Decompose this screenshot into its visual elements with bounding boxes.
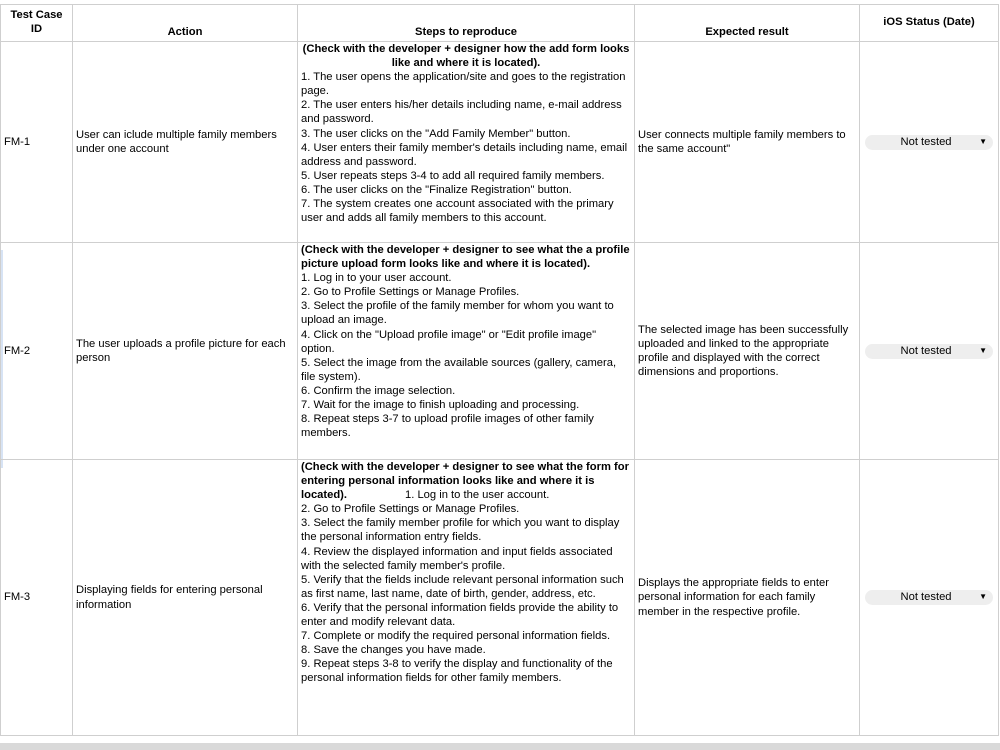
chevron-down-icon[interactable]: ▼: [979, 136, 987, 146]
steps-lead-tail: 1. Log in to the user account.: [405, 489, 550, 502]
cell-ios-status[interactable]: [860, 243, 999, 460]
step-line: 2. Go to Profile Settings or Manage Profiles.: [301, 286, 520, 299]
steps-lead-text: (Check with the developer + designer to see what the form for entering personal information looks like and where it is located).: [301, 461, 629, 502]
status-value: Not tested: [900, 135, 952, 148]
cell-test-case-id[interactable]: FM-1: [1, 42, 73, 243]
cell-test-case-id[interactable]: FM-3: [1, 460, 73, 736]
table-row: [1, 460, 999, 736]
status-dropdown[interactable]: [865, 135, 993, 150]
table-row: [1, 42, 999, 243]
table-row: [1, 243, 999, 460]
step-line: 3. Select the profile of the family member for whom you want to upload an image.: [301, 300, 614, 327]
step-line: 7. Wait for the image to finish uploading and processing.: [301, 399, 580, 412]
chevron-down-icon[interactable]: ▼: [979, 345, 987, 355]
cell-test-case-id[interactable]: FM-2: [1, 243, 73, 460]
horizontal-scrollbar[interactable]: [0, 743, 1000, 750]
cell-steps[interactable]: [298, 243, 635, 460]
step-line: 4. Click on the "Upload profile image" or "Edit profile image" option.: [301, 328, 597, 355]
step-line: 6. Confirm the image selection.: [301, 384, 456, 397]
steps-lead: [301, 460, 631, 502]
step-line: 1. The user opens the application/site and goes to the registration page.: [301, 71, 626, 98]
cell-steps[interactable]: [298, 42, 635, 243]
cell-expected-result[interactable]: The selected image has been successfully uploaded and linked to the appropriate profile and displayed with the correct dimensions and proportions.: [635, 243, 860, 460]
status-dropdown[interactable]: [865, 590, 993, 605]
step-line: 5. Verify that the fields include relevant personal information such as first name, last name, date of birth, gender, address, etc.: [301, 573, 624, 600]
cell-action[interactable]: Displaying fields for entering personal information: [73, 460, 298, 736]
header-action[interactable]: Action: [73, 5, 298, 42]
header-steps[interactable]: Steps to reproduce: [298, 5, 635, 42]
cell-action[interactable]: The user uploads a profile picture for each person: [73, 243, 298, 460]
header-ios-status[interactable]: iOS Status (Date): [860, 5, 999, 42]
step-line: 3. Select the family member profile for which you want to display the personal information entry fields.: [301, 517, 620, 544]
cell-ios-status[interactable]: [860, 460, 999, 736]
step-line: 4. Review the displayed information and input fields associated with the selected family member's profile.: [301, 545, 613, 572]
status-dropdown[interactable]: [865, 344, 993, 359]
step-line: 6. Verify that the personal information fields provide the ability to enter and modify relevant data.: [301, 601, 619, 629]
cell-action[interactable]: User can iclude multiple family members under one account: [73, 42, 298, 243]
header-expected-result[interactable]: Expected result: [635, 5, 860, 42]
step-line: 2. The user enters his/her details including name, e-mail address and password.: [301, 99, 622, 126]
step-line: 8. Repeat steps 3-7 to upload profile images of other family members.: [301, 413, 594, 440]
step-line: 7. Complete or modify the required personal information fields.: [301, 630, 611, 643]
test-case-table: [0, 4, 999, 736]
step-line: 8. Save the changes you have made.: [301, 644, 486, 657]
status-value: Not tested: [900, 591, 952, 604]
cell-steps[interactable]: [298, 460, 635, 736]
status-value: Not tested: [900, 344, 952, 357]
step-line: 2. Go to Profile Settings or Manage Profiles.: [301, 503, 520, 516]
step-line: 5. Select the image from the available sources (gallery, camera, file system).: [301, 356, 617, 383]
step-line: 7. The system creates one account associated with the primary user and adds all family members to this account.: [301, 198, 614, 225]
cell-ios-status[interactable]: [860, 42, 999, 243]
header-test-case-id[interactable]: Test Case ID: [1, 5, 73, 42]
cell-expected-result[interactable]: User connects multiple family members to the same account": [635, 42, 860, 243]
step-line: 9. Repeat steps 3-8 to verify the display and functionality of the personal information fields for other family members.: [301, 658, 613, 685]
steps-lead: (Check with the developer + designer how the add form looks like and where it is located).: [302, 43, 630, 70]
steps-lead: (Check with the developer + designer to see what the a profile picture upload form looks like and where it is located).: [301, 244, 630, 271]
header-row: [1, 5, 999, 42]
step-line: 6. The user clicks on the "Finalize Registration" button.: [301, 183, 572, 196]
step-line: 4. User enters their family member's details including name, email address and password.: [301, 141, 628, 168]
chevron-down-icon[interactable]: ▼: [979, 592, 987, 602]
step-line: 5. User repeats steps 3-4 to add all required family members.: [301, 169, 605, 182]
step-line: 3. The user clicks on the "Add Family Member" button.: [301, 127, 571, 140]
cell-expected-result[interactable]: Displays the appropriate fields to enter personal information for each family member in the respective profile.: [635, 460, 860, 736]
step-line: 1. Log in to your user account.: [301, 272, 452, 285]
